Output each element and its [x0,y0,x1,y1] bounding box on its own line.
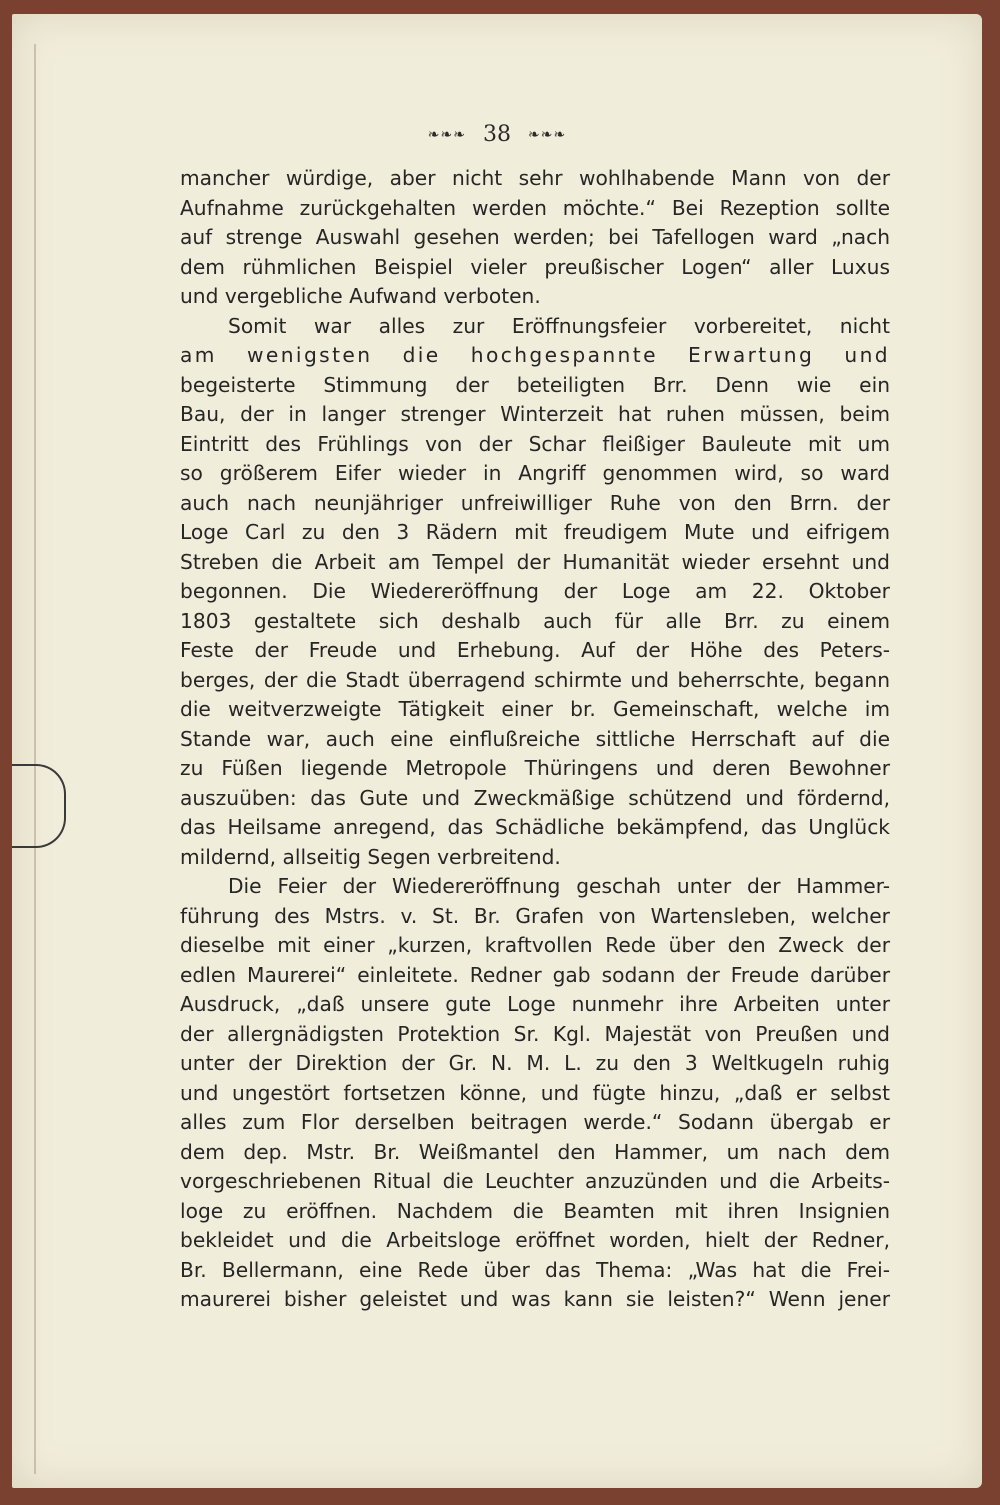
text-line: und vergebliche Aufwand verboten. [180,284,541,308]
text-line: maurerei bisher geleistet und was kann sie leisten?“ Wenn jener [180,1287,890,1311]
body-text [180,164,890,1315]
text-line: Feste der Freude und Erhebung. Auf der Höhe des Peters- [180,638,890,662]
text-line: bekleidet und die Arbeitsloge eröffnet worden, hielt der Redner, [180,1228,890,1252]
text-line: der allergnädigsten Protektion Sr. Kgl. Majestät von Preußen und [180,1021,890,1046]
text-line: unter der Direktion der Gr. N. M. L. zu den 3 Weltkugeln ruhig [180,1051,890,1075]
text-line: Br. Bellermann, eine Rede über das Thema: „Was hat die Frei- [180,1257,890,1282]
text-line: Ausdruck, „daß unsere gute Loge nunmehr ihre Arbeiten unter [180,992,890,1016]
text-line: Streben die Arbeit am Tempel der Humanität wieder ersehnt und [180,549,890,574]
page-header [12,122,982,147]
text-line: auszuüben: das Gute und Zweckmäßige schützend und fördernd, [180,785,890,810]
text-line: dem rühmlichen Beispiel vieler preußischer Logen“ aller Luxus [180,254,890,279]
text-line: alles zum Flor derselben beitragen werde.“ Sodann übergab er [180,1110,890,1134]
text-line: Loge Carl zu den 3 Rädern mit freudigem Mute und eifrigem [180,520,890,544]
text-line: dieselbe mit einer „kurzen, kraftvollen Rede über den Zweck der [180,933,890,957]
text-line: Aufnahme zurückgehalten werden möchte.“ Bei Rezeption sollte [180,195,890,220]
ornament-left-icon: ❧❧❧ [427,127,466,143]
text-line: Stande war, auch eine einflußreiche sittliche Herrschaft auf die [180,726,890,751]
binding-clip [12,764,66,848]
text-line: loge zu eröffnen. Nachdem die Beamten mit ihren Insignien [180,1198,890,1223]
text-line: berges, der die Stadt überragend schirmte und beherrschte, begann [180,667,890,692]
text-line: führung des Mstrs. v. St. Br. Grafen von Wartensleben, welcher [180,903,890,928]
text-line: vorgeschriebenen Ritual die Leuchter anzuzünden und die Arbeits- [180,1169,890,1193]
page-number: 38 [483,122,511,147]
text-line: zu Füßen liegende Metropole Thüringens und deren Bewohner [180,756,890,780]
text-line: mildernd, allseitig Segen verbreitend. [180,844,561,869]
text-line: edlen Maurerei“ einleitete. Redner gab sodann der Freude darüber [180,962,890,987]
text-line: auf strenge Auswahl gesehen werden; bei Tafellogen ward „nach [180,225,890,249]
text-line: so größerem Eifer wieder in Angriff genommen wird, so ward [180,461,890,485]
text-line: Die Feier der Wiedereröffnung geschah unter der Hammer- [228,874,890,898]
text-line: auch nach neunjähriger unfreiwilliger Ruhe von den Brrn. der [180,490,890,515]
text-line: das Heilsame anregend, das Schädliche bekämpfend, das Unglück [180,815,890,839]
page-gutter-line [34,44,36,1474]
text-line: 1803 gestaltete sich deshalb auch für alle Brr. zu einem [180,608,890,633]
text-line: dem dep. Mstr. Br. Weißmantel den Hammer, um nach dem [180,1139,890,1164]
text-line: am wenigsten die hochgespannte Erwartung und [180,343,890,367]
text-line: begeisterte Stimmung der beteiligten Brr. Denn wie ein [180,372,890,397]
book-page [12,14,982,1488]
text-line: und ungestört fortsetzen könne, und fügte hinzu, „daß er selbst [180,1080,890,1105]
text-line: begonnen. Die Wiedereröffnung der Loge am 22. Oktober [180,579,890,603]
text-line: die weitverzweigte Tätigkeit einer br. Gemeinschaft, welche im [180,697,890,721]
text-line: Bau, der in langer strenger Winterzeit hat ruhen müssen, beim [180,402,890,426]
ornament-right-icon: ❧❧❧ [528,127,567,143]
text-line: Somit war alles zur Eröffnungsfeier vorbereitet, nicht [228,313,890,338]
text-line: Eintritt des Frühlings von der Schar fleißiger Bauleute mit um [180,431,890,456]
text-line: mancher würdige, aber nicht sehr wohlhabende Mann von der [180,166,890,190]
